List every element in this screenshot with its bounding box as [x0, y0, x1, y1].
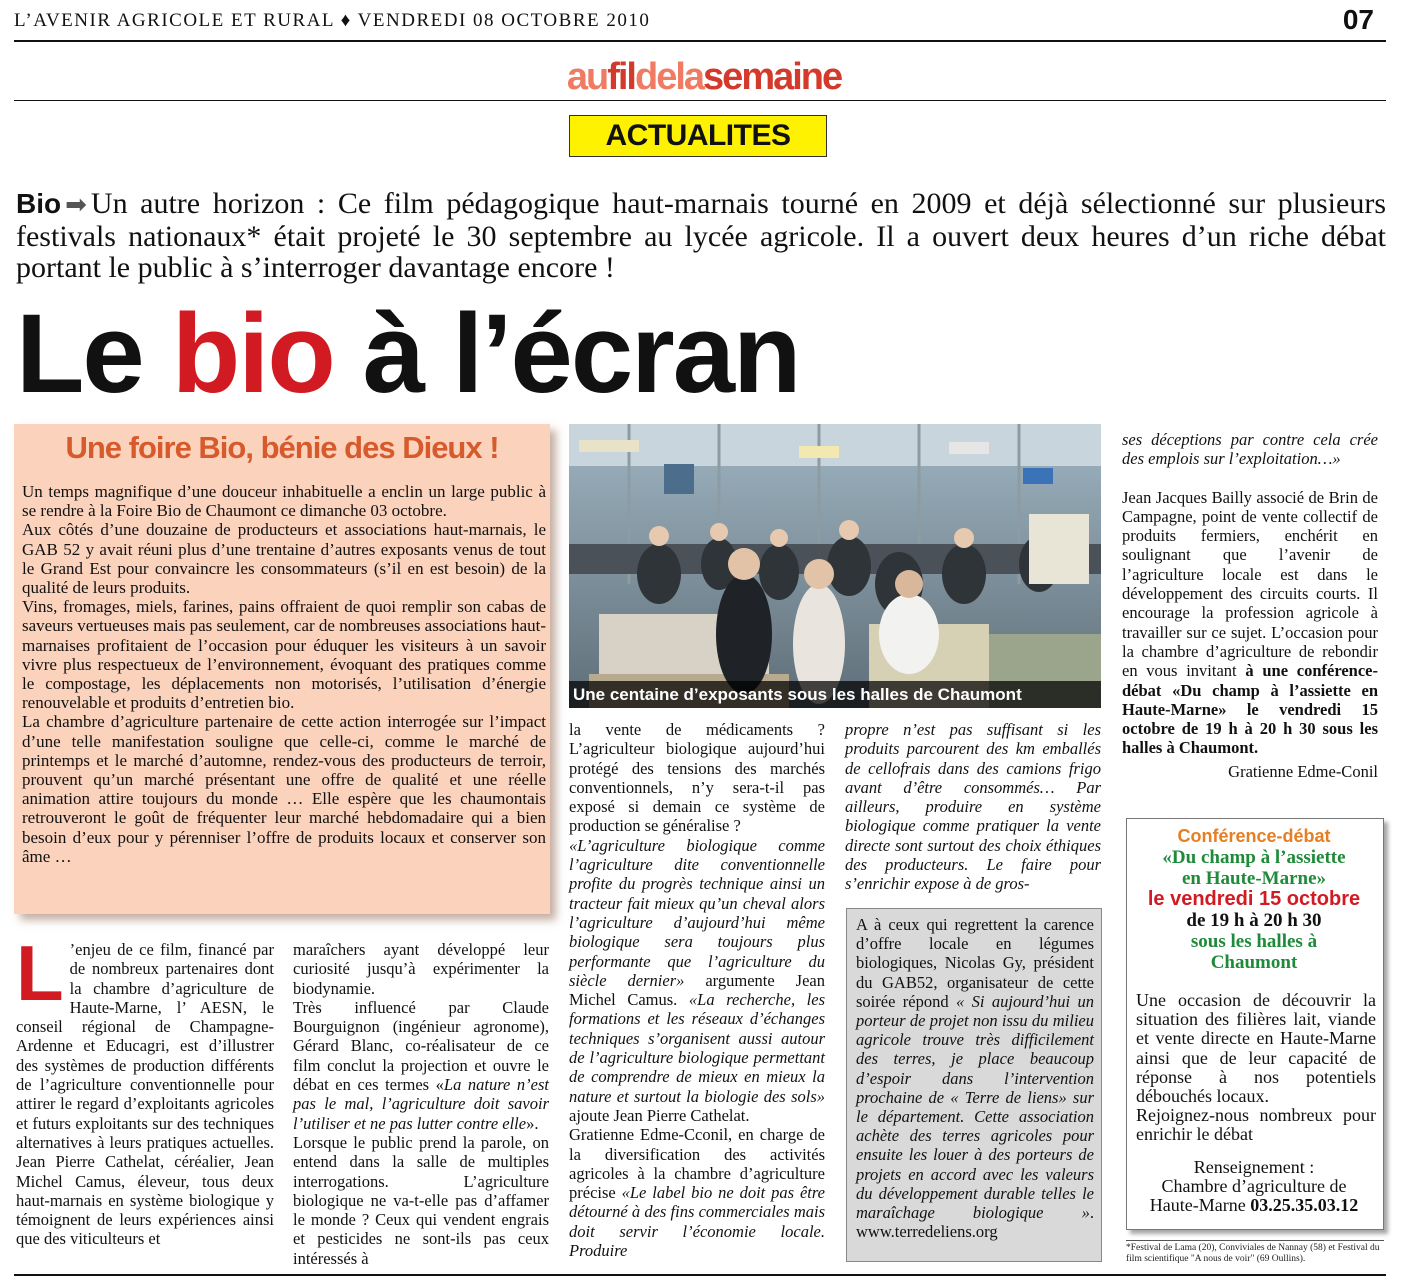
drop-cap: L: [16, 929, 64, 1017]
article-paragraph: Lorsque le public prend la parole, on entend dans la salle de multiples interrogations. L’agriculture biologique ne va-t-elle pas d’affamer le monde ? Ceux qui vendent engrais et pesticides ne sont-ils pas ceux intéressés à: [293, 1132, 549, 1268]
rubric-part-3: dela: [635, 56, 704, 98]
contact-place: Haute-Marne: [1149, 1195, 1251, 1215]
headline-highlight: bio: [171, 291, 334, 416]
sidebar-box: [14, 424, 550, 914]
conference-contact: [1126, 1158, 1382, 1215]
sidebar-title: Une foire Bio, bénie des Dieux !: [65, 430, 499, 465]
conference-place: Chaumont: [1210, 952, 1298, 973]
conference-header: [1126, 826, 1382, 973]
article-paragraph: [569, 836, 825, 1125]
article-column-1: [16, 929, 274, 1249]
bottom-rule: [14, 1274, 1386, 1276]
article-quote: «La recherche, les formations et les réseaux d’échanges techniques s’organisent aussi autour de l’agriculture biologique permettant de comprendre de mieux en mieux la nature et surtout la biologie des sols»: [569, 990, 825, 1106]
photo-caption: Une centaine d’exposants sous les halles de Chaumont: [569, 681, 1101, 708]
article-text: Très influencé par Claude Bourguignon (ingénieur agronome), Gérard Blanc, co-réalisateur de ce film conclut la projection et ouvre le débat en ces termes «: [293, 997, 549, 1095]
standfirst-text: Un autre horizon : Ce film pédagogique haut-marnais tourné en 2009 et déjà sélectionné sur plusieurs festivals nationaux* était projeté le 30 septembre au lycée agricole. Il a ouvert deux heures d’un riche débat portant le public à s’interroger davantage encore !: [16, 187, 1386, 284]
article-text: Jean Jacques Bailly associé de Brin de Campagne, point de vente collectif de produits fermiers, enchérit en soulignant que l’avenir de l’agriculture locale est dans le développement des circuits courts. Il encourage la profession agricole à travailler sur ce sujet. L’occasion pour la chambre d’agriculture de rebondir en vous invitant: [1122, 487, 1378, 681]
rubric-title: [0, 58, 1408, 96]
article-paragraph: [16, 929, 274, 1249]
headline-before: Le: [16, 291, 172, 416]
conference-date: le vendredi 15 octobre: [1147, 888, 1361, 910]
article-quote: «Le label bio ne doit pas être détourné à des fins commerciales mais doit servir l’économie locale. Produire: [569, 1183, 825, 1261]
rubric-part-4: semaine: [703, 56, 842, 98]
conference-body: Une occasion de découvrir la situation des filières lait, viande et vente directe en Haute-Marne ainsi que de leur capacité de réponse à nos potentiels débouchés locaux.: [1136, 990, 1376, 1107]
article-column-5: [1122, 430, 1378, 781]
page-number: 07: [1342, 4, 1374, 35]
contact-label: Renseignement :: [1193, 1157, 1315, 1177]
standfirst: [16, 188, 1386, 283]
article-column-4: [845, 720, 1101, 894]
masthead-publication: L’AVENIR AGRICOLE ET RURAL ♦ VENDREDI 08 OCTOBRE 2010: [14, 10, 651, 31]
rubric-rule: [14, 100, 1386, 101]
contact-phone: 03.25.35.03.12: [1250, 1195, 1359, 1215]
article-text: Gratienne Edme-Cconil, en charge de la diversification des activités agricoles à la chambre d’agriculture précise: [569, 1125, 825, 1203]
headline-after: à l’écran: [333, 291, 800, 416]
footnote: *Festival de Lama (20), Conviviales de Nannay (58) et Festival du film scientifique "A nous de voir" (69 Oullins).: [1126, 1240, 1384, 1265]
market-photo-illustration: [569, 424, 1101, 708]
article-text: ajoute Jean Pierre Cathelat.: [569, 1105, 750, 1125]
gray-inset-text: [856, 915, 1094, 1241]
sidebar-paragraph: Aux côtés d’une douzaine de producteurs et associations haut-marnais, le GAB 52 y avait réuni plus d’une trentaine d’autres exposants venus de tout le Grand Est pour convaincre les consommateurs (s’il en est besoin) de la qualité de leurs produits.: [22, 520, 546, 598]
article-column-3: [569, 720, 825, 1260]
contact-line: [1126, 1196, 1382, 1215]
inset-quote: « Si aujourd’hui un porteur de projet non issu du milieu agricole trouve très difficilement des terres, je place beaucoup d’espoir dans l’intervention prochaine de « Terre de liens» sur le département. Cette association achète des terres agricoles pour ensuite les louer à des porteurs de projets en accord avec les valeurs du développement durable telles le maraîchage biologique »: [856, 991, 1095, 1223]
article-quote: ses déceptions par contre cela crée des emplois sur l’exploitation…»: [1122, 430, 1378, 469]
article-text: ».: [526, 1113, 539, 1133]
sidebar-paragraph: Un temps magnifique d’une douceur inhabituelle a enclin un large public à se rendre à la Foire Bio de Chaumont ce dimanche 03 octobre.: [22, 482, 546, 521]
article-paragraph: la vente de médicaments ? L’agriculteur biologique aujourd’hui protégé des tensions des marchés conventionnels, n’y sera-t-il pas exposé si demain ce système de production se généralise ?: [569, 720, 825, 836]
section-label: ACTUALITES: [569, 115, 827, 157]
article-text: argumente Jean Michel Camus.: [569, 970, 825, 1010]
conference-label: Conférence-débat: [1177, 826, 1331, 846]
conference-description: [1136, 991, 1376, 1145]
conference-title: «Du champ à l’assiette: [1162, 847, 1346, 868]
article-paragraph: [293, 998, 549, 1133]
conference-title: en Haute-Marne»: [1181, 868, 1327, 889]
conference-place: sous les halles à: [1190, 931, 1318, 952]
article-column-2: [293, 940, 549, 1268]
headline: [16, 291, 800, 416]
author-signature: Gratienne Edme-Conil: [1228, 761, 1378, 781]
article-quote: «L’agriculture biologique comme l’agriculture dite conventionnelle profite du progrès technique ainsi un tracteur fait mieux qu’un cheval alors l’agriculture d’aujourd’hui même biologique sera toujours plus performante que l’agriculture du siècle dernier»: [569, 835, 825, 990]
article-paragraph: [569, 1125, 825, 1260]
standfirst-kicker: Bio: [16, 188, 62, 219]
arrow-right-icon: ➡: [65, 190, 87, 220]
inset-text: A à ceux qui regrettent la carence d’offre locale en légumes biologiques, Nicolas Gy, président du GAB52, organisateur de cette soirée répond: [856, 915, 1094, 1011]
contact-organization: Chambre d’agriculture de: [1161, 1176, 1347, 1196]
article-quote: propre n’est pas suffisant si les produits parcourent des km emballés de cellofrais dans des camions frigo avant d’être consommés… Par ailleurs, produire en système biologique comme pratiquer la vente directe sont surtout des choix éthiques des producteurs. Le faire pour s’enrichir expose à de gros-: [845, 720, 1101, 894]
top-rule: [14, 40, 1386, 42]
conference-cta: Rejoignez-nous nombreux pour enrichir le débat: [1136, 1105, 1376, 1145]
rubric-part-1: au: [566, 56, 608, 98]
article-paragraph: maraîchers ayant développé leur curiosité jusqu’à expérimenter la biodynamie.: [293, 940, 549, 998]
article-paragraph: [1122, 488, 1378, 758]
article-quote: La nature n’est pas le mal, l’agriculture doit savoir l’utiliser et ne pas lutter contre elle: [293, 1075, 549, 1133]
sidebar-paragraph: Vins, fromages, miels, farines, pains offraient de quoi remplir son cabas de saveurs vertueuses mais pas seulement, car de nombreuses associations haut-marnaises profitaient de l’occasion pour éduquer les visiteurs à un savoir vivre plus respectueux de l’environnement, évoquant des pratiques comme le compostage, les déplacements non motorisés, l’utilisation d’énergie renouvelable et produits d’entretien bio.: [22, 597, 547, 713]
article-bold-text: à une conférence-débat «Du champ à l’assiette en Haute-Marne» le vendredi 15 octobre de 19 h à 20 h 30 sous les halles à Chaumont.: [1122, 661, 1378, 758]
rubric-part-2: fil: [607, 56, 635, 98]
market-photo: [569, 424, 1101, 708]
sidebar-paragraph: La chambre d’agriculture partenaire de cette action interrogée sur l’impact d’une telle manifestation souligne que celle-ci, comme le marché de printemps et le marché d’automne, rendez-vous des producteurs de terroir, prouvent qu’un marché présentant une offre de qualité et une réelle animation attire toujours du monde … Elle espère que les chaumontais retrouveront le goût de fréquenter leur marché hebdomadaire qui a bien besoin d’eux pour y pérenniser l’offre de produits locaux et conserver son âme …: [22, 712, 546, 866]
article-text: ’enjeu de ce film, financé par de nombreux partenaires dont la chambre d’agriculture de Haute-Marne, l’ AESN, le conseil régional de Champagne-Ardenne et Educagri, est d’illustrer des systèmes de production différents de l’agriculture conventionnelle pour attirer le regard d’exploitants agricoles et futurs exploitants sur des techniques alternatives à leurs pratiques actuelles. Jean Pierre Cathelat, céréalier, Jean Michel Camus, éleveur, tous deux haut-marnais en système biologique y témoignent de leurs expériences ainsi que des viticulteurs et: [16, 940, 274, 1249]
conference-time: de 19 h à 20 h 30: [1186, 910, 1322, 931]
inset-link-text: . www.terredeliens.org: [856, 1203, 1094, 1242]
sidebar-body: [22, 482, 546, 866]
